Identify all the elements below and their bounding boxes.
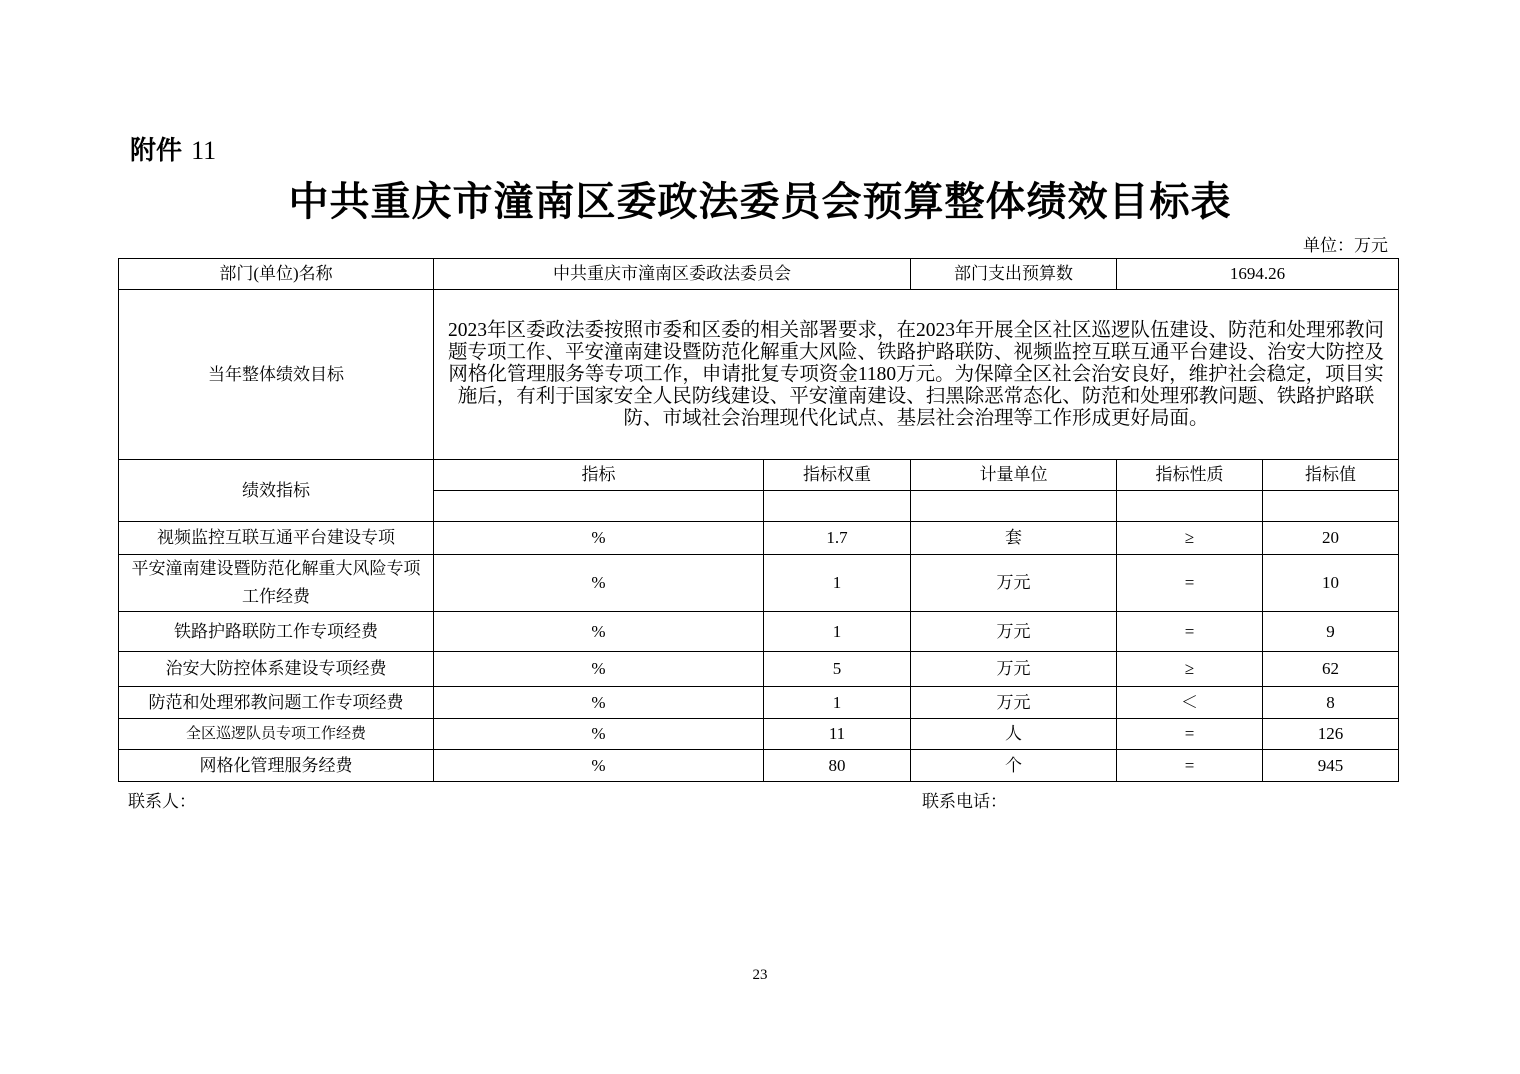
row-unit: 万元	[911, 555, 1117, 612]
row-indicator: %	[434, 555, 764, 612]
table-row	[119, 522, 1399, 555]
row-nature: =	[1117, 612, 1263, 652]
row-weight: 80	[764, 750, 911, 782]
blank-cell	[911, 491, 1117, 522]
row-indicator: %	[434, 522, 764, 555]
row-value: 9	[1263, 612, 1399, 652]
row-name: 防范和处理邪教问题工作专项经费	[119, 687, 434, 719]
row-nature: =	[1117, 719, 1263, 750]
row-unit: 万元	[911, 612, 1117, 652]
row-value: 8	[1263, 687, 1399, 719]
row-value: 62	[1263, 652, 1399, 687]
row-indicator: %	[434, 750, 764, 782]
budget-label-cell: 部门支出预算数	[911, 259, 1117, 290]
row-value: 10	[1263, 555, 1399, 612]
dept-label-cell: 部门(单位)名称	[119, 259, 434, 290]
goal-label-cell: 当年整体绩效目标	[119, 290, 434, 460]
row-nature: ≥	[1117, 522, 1263, 555]
row-indicator: %	[434, 687, 764, 719]
row-unit: 万元	[911, 652, 1117, 687]
row-weight: 1	[764, 612, 911, 652]
blank-cell	[434, 491, 764, 522]
row-value: 20	[1263, 522, 1399, 555]
row-unit: 人	[911, 719, 1117, 750]
column-header: 指标值	[1263, 460, 1399, 491]
page-title: 中共重庆市潼南区委政法委员会预算整体绩效目标表	[288, 179, 1232, 225]
goal-row	[119, 290, 1399, 460]
attachment-text: 附件	[130, 136, 183, 166]
table-row	[119, 687, 1399, 719]
blank-cell	[1117, 491, 1263, 522]
indicator-header-row	[119, 460, 1399, 491]
phone-label: 联系电话：	[922, 792, 1007, 811]
table-row	[119, 652, 1399, 687]
row-name: 全区巡逻队员专项工作经费	[119, 719, 434, 750]
row-unit: 万元	[911, 687, 1117, 719]
table-row	[119, 612, 1399, 652]
row-name: 铁路护路联防工作专项经费	[119, 612, 434, 652]
row-unit: 套	[911, 522, 1117, 555]
indicator-label-cell: 绩效指标	[119, 460, 434, 522]
table-row	[119, 555, 1399, 612]
row-nature: =	[1117, 555, 1263, 612]
header-row	[119, 259, 1399, 290]
column-header: 计量单位	[911, 460, 1117, 491]
column-header: 指标性质	[1117, 460, 1263, 491]
attachment-label	[130, 130, 216, 167]
blank-cell	[1263, 491, 1399, 522]
row-value: 126	[1263, 719, 1399, 750]
goal-text-cell: 2023年区委政法委按照市委和区委的相关部署要求，在2023年开展全区社区巡逻队伍建设、防范和处理邪教问题专项工作、平安潼南建设暨防范化解重大风险、铁路护路联防、视频监控互联互通平台建设、治安大防控及网格化管理服务等专项工作，申请批复专项资金1180万元。为保障全区社会治安良好，维护社会稳定，项目实施后，有利于国家安全人民防线建设、平安潼南建设、扫黑除恶常态化、防范和处理邪教问题、铁路护路联防、市域社会治理现代化试点、基层社会治理等工作形成更好局面。	[434, 290, 1399, 460]
row-unit: 个	[911, 750, 1117, 782]
row-indicator: %	[434, 612, 764, 652]
row-weight: 1	[764, 555, 911, 612]
row-nature: ＜	[1117, 687, 1263, 719]
row-weight: 1.7	[764, 522, 911, 555]
row-name: 视频监控互联互通平台建设专项	[119, 522, 434, 555]
row-indicator: %	[434, 719, 764, 750]
row-weight: 5	[764, 652, 911, 687]
row-name: 平安潼南建设暨防范化解重大风险专项工作经费	[119, 555, 434, 612]
column-header: 指标权重	[764, 460, 911, 491]
contact-label: 联系人：	[128, 792, 196, 811]
row-weight: 11	[764, 719, 911, 750]
row-nature: ≥	[1117, 652, 1263, 687]
attachment-number: 11	[191, 136, 217, 165]
row-nature: =	[1117, 750, 1263, 782]
row-name: 治安大防控体系建设专项经费	[119, 652, 434, 687]
performance-table	[118, 258, 1399, 782]
column-header: 指标	[434, 460, 764, 491]
table-row	[119, 750, 1399, 782]
row-value: 945	[1263, 750, 1399, 782]
table-row	[119, 719, 1399, 750]
row-name: 网格化管理服务经费	[119, 750, 434, 782]
blank-cell	[764, 491, 911, 522]
page-number: 23	[752, 967, 768, 983]
dept-name-cell: 中共重庆市潼南区委政法委员会	[434, 259, 911, 290]
row-weight: 1	[764, 687, 911, 719]
budget-value-cell: 1694.26	[1117, 259, 1399, 290]
unit-label: 单位：万元	[1303, 236, 1388, 255]
row-indicator: %	[434, 652, 764, 687]
